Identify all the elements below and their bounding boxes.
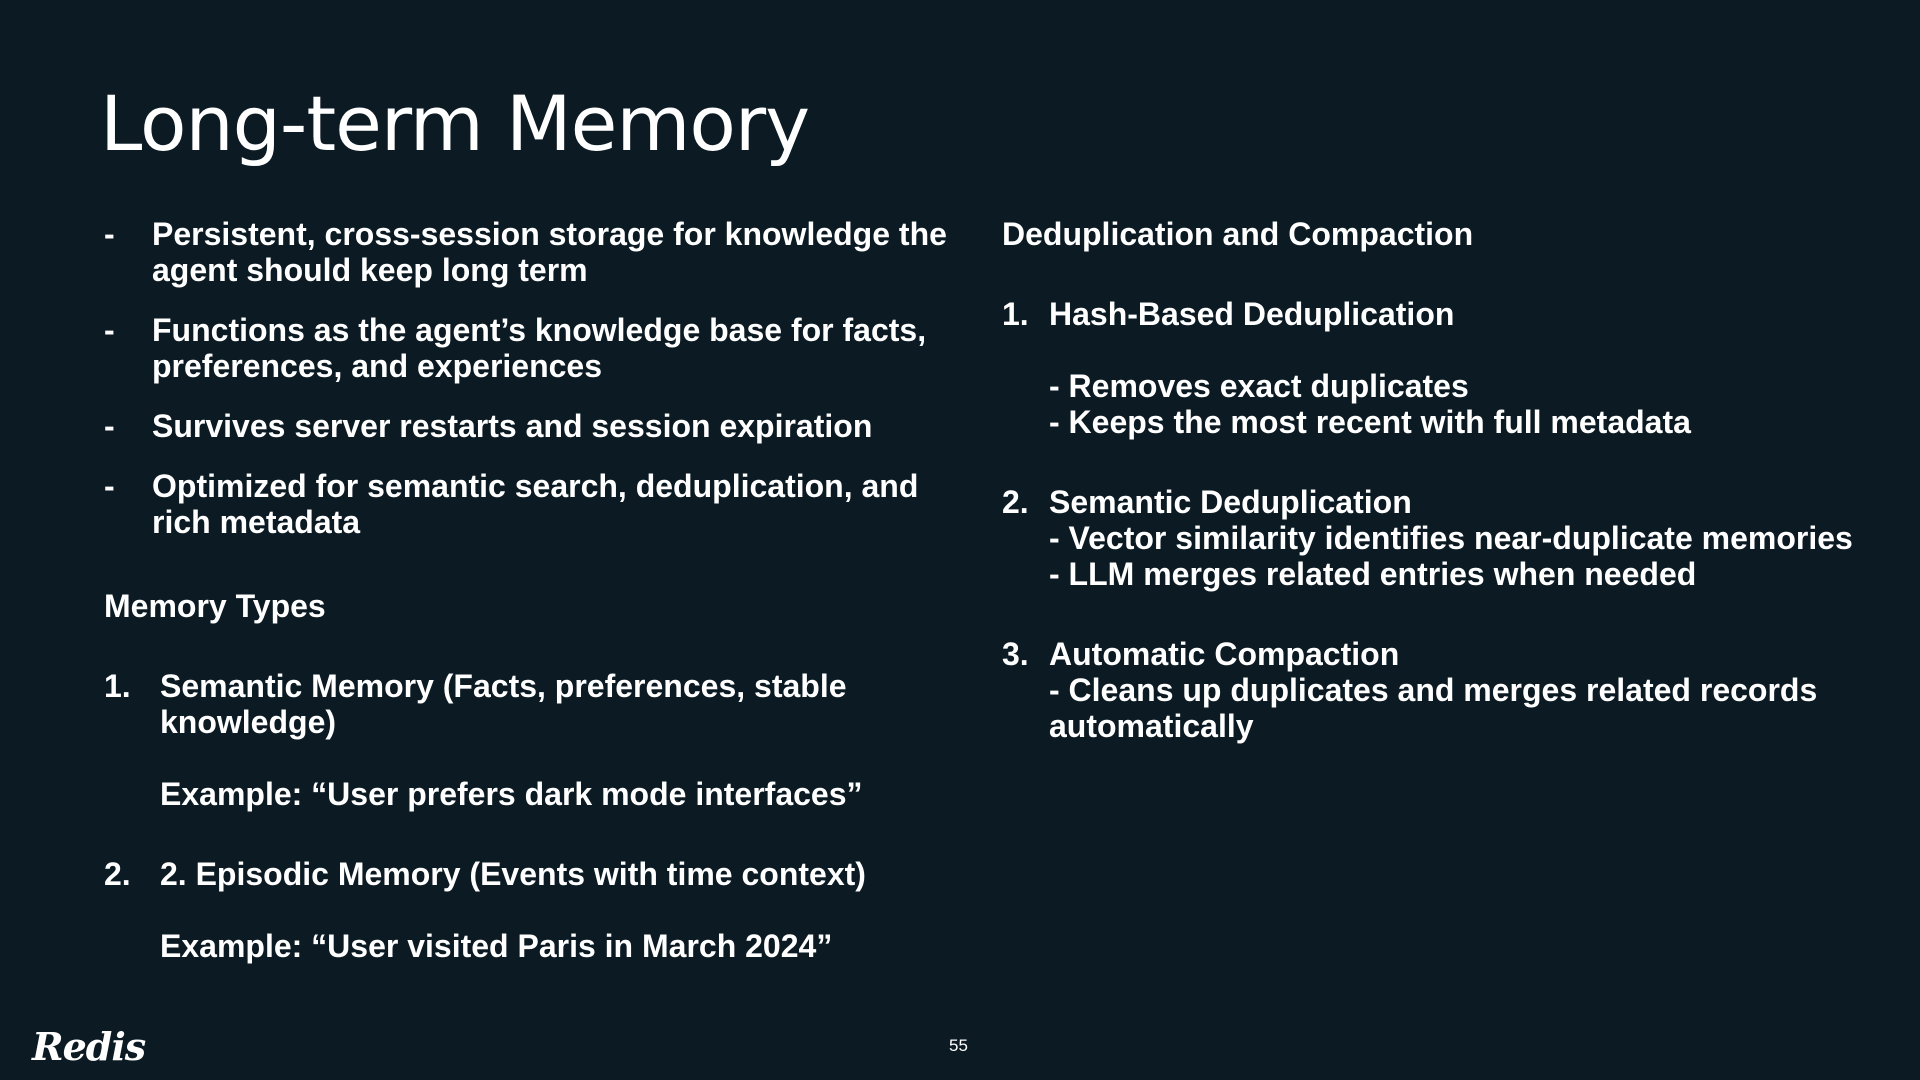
memory-type-label: 2. Episodic Memory (Events with time context)	[160, 856, 866, 892]
memory-types-list	[104, 668, 974, 964]
bullet-text: Optimized for semantic search, deduplication, and rich metadata	[152, 468, 919, 540]
bullet-dash: -	[104, 216, 115, 252]
bullet-item	[104, 312, 974, 384]
dedup-item	[1002, 636, 1862, 744]
memory-type-example: Example: “User visited Paris in March 2024”	[160, 928, 833, 964]
dedup-item-detail: - Keeps the most recent with full metadata	[1049, 404, 1691, 440]
dedup-item-detail: - Vector similarity identifies near-duplicate memories	[1049, 520, 1853, 556]
item-number: 1.	[104, 668, 131, 704]
dedup-item-label: Automatic Compaction	[1049, 636, 1400, 672]
left-column	[104, 216, 974, 1008]
dedup-item	[1002, 484, 1862, 592]
slide-title: Long-term Memory	[100, 79, 810, 168]
bullet-item	[104, 216, 974, 288]
dedup-item	[1002, 296, 1862, 440]
dedup-item-label: Hash-Based Deduplication	[1049, 296, 1455, 332]
memory-types-heading: Memory Types	[104, 588, 326, 624]
bullet-dash: -	[104, 468, 115, 504]
bullet-dash: -	[104, 408, 115, 444]
dedup-heading: Deduplication and Compaction	[1002, 216, 1474, 252]
right-column	[1002, 216, 1862, 744]
bullet-item	[104, 468, 974, 540]
redis-logo: Redis	[32, 1024, 146, 1069]
dedup-item-label: Semantic Deduplication	[1049, 484, 1412, 520]
dedup-item-detail: - Removes exact duplicates	[1049, 368, 1469, 404]
bullet-text: Functions as the agent’s knowledge base for facts, preferences, and experiences	[152, 312, 927, 384]
item-number: 1.	[1002, 296, 1029, 332]
item-number: 3.	[1002, 636, 1029, 672]
feature-bullet-list	[104, 216, 974, 540]
memory-type-item	[104, 856, 974, 964]
memory-type-item	[104, 668, 974, 812]
memory-type-example: Example: “User prefers dark mode interfaces”	[160, 776, 863, 812]
bullet-dash: -	[104, 312, 115, 348]
bullet-text: Persistent, cross-session storage for knowledge the agent should keep long term	[152, 216, 947, 288]
bullet-item	[104, 408, 974, 444]
dedup-item-detail: - LLM merges related entries when needed	[1049, 556, 1697, 592]
item-number: 2.	[1002, 484, 1029, 520]
bullet-text: Survives server restarts and session expiration	[152, 408, 873, 444]
page-number: 55	[949, 1036, 968, 1055]
item-number: 2.	[104, 856, 131, 892]
dedup-item-detail: - Cleans up duplicates and merges related records automatically	[1049, 672, 1818, 744]
memory-type-label: Semantic Memory (Facts, preferences, stable knowledge)	[160, 668, 847, 740]
dedup-list	[1002, 296, 1862, 744]
